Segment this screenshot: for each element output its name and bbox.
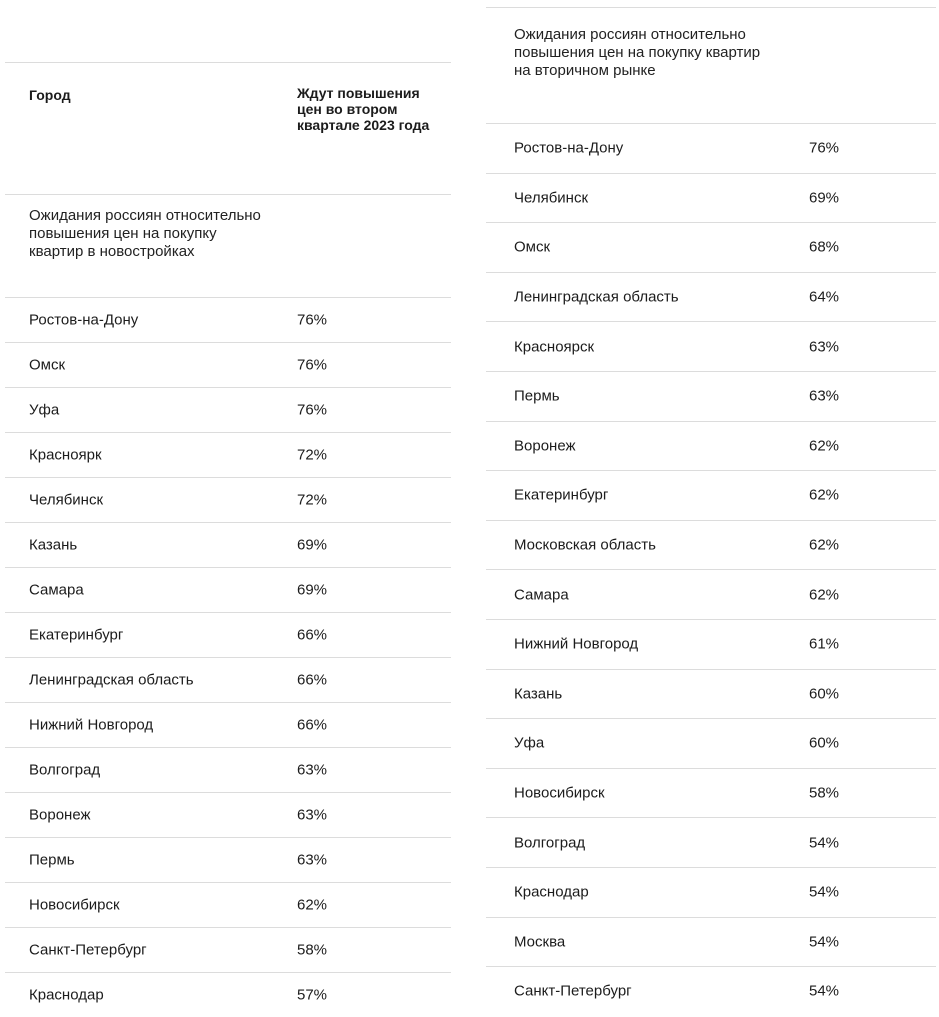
city-cell: Ленинградская область <box>514 288 679 306</box>
percentage-cell: 68% <box>809 238 840 256</box>
percentage-cell: 58% <box>809 784 840 802</box>
table-row <box>486 521 936 571</box>
secondary-market-table <box>486 7 936 1016</box>
percentage-cell: 61% <box>809 635 840 653</box>
city-cell: Челябинск <box>29 491 104 509</box>
table-row <box>5 388 451 433</box>
city-cell: Красноярск <box>514 338 595 356</box>
table-row <box>5 658 451 703</box>
table-row <box>486 670 936 720</box>
city-cell: Московская область <box>514 536 656 554</box>
section-title-new-buildings: Ожидания россиян относительно повышения цен на покупку квартир в новостройках <box>29 207 261 260</box>
city-cell: Москва <box>514 933 566 951</box>
table-row <box>486 868 936 918</box>
percentage-cell: 66% <box>297 626 328 644</box>
table-row <box>5 523 451 568</box>
percentage-cell: 69% <box>809 189 840 207</box>
section-header-row <box>5 195 451 297</box>
city-cell: Нижний Новгород <box>29 716 154 734</box>
table-row <box>486 471 936 521</box>
percentage-cell: 76% <box>297 401 328 419</box>
city-cell: Уфа <box>514 734 545 752</box>
table-row <box>5 298 451 343</box>
percentage-cell: 62% <box>809 536 840 554</box>
city-cell: Уфа <box>29 401 60 419</box>
percentage-cell: 54% <box>809 883 840 901</box>
table-row <box>5 568 451 613</box>
percentage-cell: 63% <box>809 387 840 405</box>
percentage-cell: 66% <box>297 716 328 734</box>
city-cell: Краснодар <box>514 883 589 901</box>
city-cell: Казань <box>29 536 78 554</box>
city-cell: Омск <box>29 356 66 374</box>
city-cell: Новосибирск <box>514 784 605 802</box>
city-cell: Казань <box>514 685 563 703</box>
percentage-cell: 57% <box>297 986 328 1004</box>
percentage-cell: 63% <box>297 806 328 824</box>
table-row <box>486 719 936 769</box>
table-row <box>5 343 451 388</box>
table-row <box>486 620 936 670</box>
section-title-secondary-market: Ожидания россиян относительно повышения цен на покупку квартир на вторичном рынке <box>514 26 761 79</box>
percentage-cell: 62% <box>809 486 840 504</box>
city-cell: Екатеринбург <box>514 486 609 504</box>
city-cell: Екатеринбург <box>29 626 124 644</box>
city-cell: Пермь <box>29 851 75 869</box>
table-row <box>5 613 451 658</box>
table-row <box>486 570 936 620</box>
table-row <box>5 793 451 838</box>
table-row <box>486 124 936 174</box>
table-row <box>486 422 936 472</box>
column-header-city: Город <box>29 87 71 103</box>
city-cell: Краснодар <box>29 986 104 1004</box>
table-row <box>5 703 451 748</box>
table-row <box>5 973 451 1017</box>
table-row <box>5 838 451 883</box>
city-cell: Санкт-Петербург <box>29 941 147 959</box>
table-row <box>486 769 936 819</box>
table-row <box>486 818 936 868</box>
table-row <box>486 967 936 1016</box>
city-cell: Омск <box>514 238 551 256</box>
section-header-row <box>486 8 936 123</box>
table-row <box>486 322 936 372</box>
table-row <box>486 372 936 422</box>
city-cell: Нижний Новгород <box>514 635 639 653</box>
percentage-cell: 72% <box>297 491 328 509</box>
percentage-cell: 60% <box>809 685 840 703</box>
column-header-expectation: Ждут повышения цен во втором квартале 2023 года <box>297 85 430 133</box>
percentage-cell: 63% <box>297 761 328 779</box>
table-row <box>5 883 451 928</box>
table-row <box>5 748 451 793</box>
city-cell: Санкт-Петербург <box>514 982 632 1000</box>
city-cell: Челябинск <box>514 189 589 207</box>
percentage-cell: 54% <box>809 933 840 951</box>
percentage-cell: 72% <box>297 446 328 464</box>
city-cell: Волгоград <box>29 761 101 779</box>
percentage-cell: 58% <box>297 941 328 959</box>
percentage-cell: 76% <box>809 139 840 157</box>
left-table-body <box>5 298 451 1017</box>
percentage-cell: 76% <box>297 311 328 329</box>
city-cell: Воронеж <box>514 437 576 455</box>
city-cell: Ленинградская область <box>29 671 194 689</box>
percentage-cell: 63% <box>809 338 840 356</box>
table-row <box>486 174 936 224</box>
city-cell: Самара <box>514 586 569 604</box>
table-header-row <box>5 63 451 194</box>
percentage-cell: 69% <box>297 536 328 554</box>
percentage-cell: 60% <box>809 734 840 752</box>
table-row <box>486 273 936 323</box>
percentage-cell: 62% <box>297 896 328 914</box>
city-cell: Новосибирск <box>29 896 120 914</box>
new-buildings-table <box>5 62 451 1017</box>
percentage-cell: 54% <box>809 834 840 852</box>
percentage-cell: 63% <box>297 851 328 869</box>
city-cell: Пермь <box>514 387 560 405</box>
table-row <box>486 223 936 273</box>
city-cell: Ростов-на-Дону <box>29 311 139 329</box>
percentage-cell: 62% <box>809 586 840 604</box>
percentage-cell: 69% <box>297 581 328 599</box>
percentage-cell: 62% <box>809 437 840 455</box>
percentage-cell: 76% <box>297 356 328 374</box>
table-row <box>5 928 451 973</box>
percentage-cell: 66% <box>297 671 328 689</box>
percentage-cell: 64% <box>809 288 840 306</box>
city-cell: Красноярк <box>29 446 102 464</box>
city-cell: Воронеж <box>29 806 91 824</box>
table-row <box>5 433 451 478</box>
right-table-body <box>486 124 936 1016</box>
table-row <box>5 478 451 523</box>
table-row <box>486 918 936 968</box>
city-cell: Волгоград <box>514 834 586 852</box>
city-cell: Ростов-на-Дону <box>514 139 624 157</box>
city-cell: Самара <box>29 581 84 599</box>
percentage-cell: 54% <box>809 982 840 1000</box>
